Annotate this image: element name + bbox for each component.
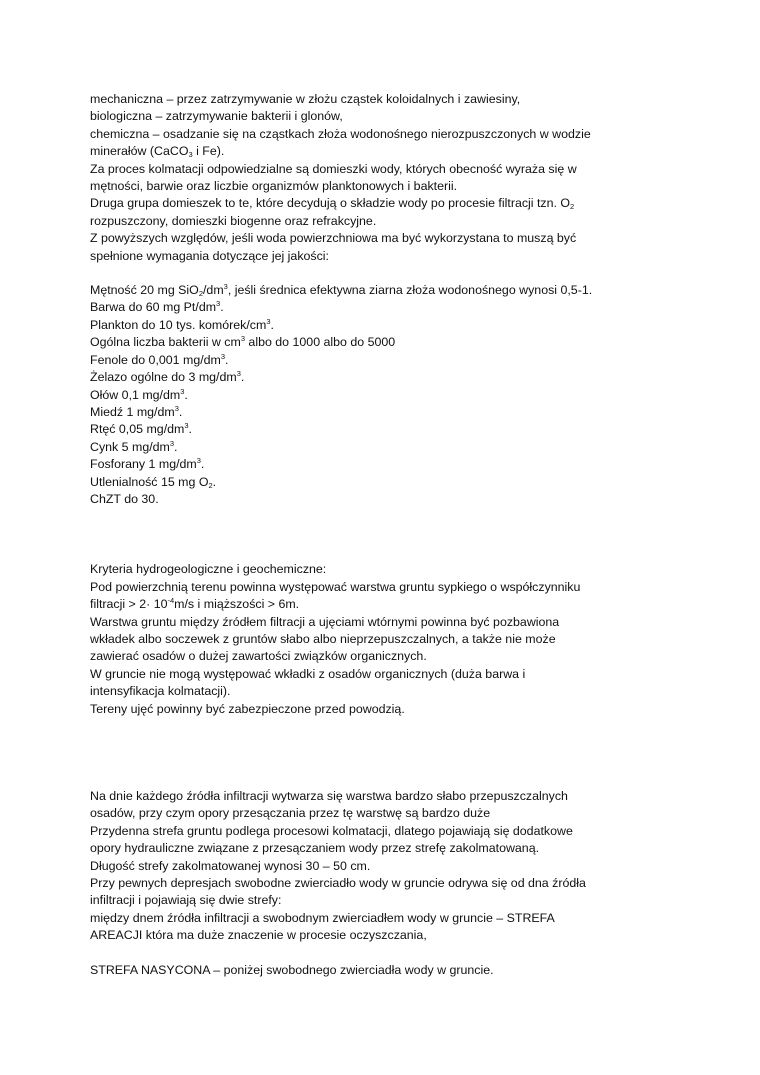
superscript: -4 — [167, 596, 175, 606]
text-line: intensyfikacja kolmatacji). — [90, 684, 231, 699]
text-line: Z powyższych względów, jeśli woda powierzchniowa ma być wykorzystana to muszą być — [90, 231, 577, 246]
subscript: 2 — [198, 289, 203, 299]
text-line — [90, 195, 690, 212]
superscript: 3 — [180, 386, 185, 396]
text-line: między dnem źródła infiltracji a swobodnym zwierciadłem wody w gruncie – STREFA — [90, 910, 555, 925]
text-fragment: Rtęć 0,05 mg/dm — [90, 422, 185, 437]
section-heading: Kryteria hydrogeologiczne i geochemiczne: — [90, 562, 327, 577]
superscript: 3 — [236, 369, 241, 379]
superscript: 3 — [174, 403, 179, 413]
text-line: AREACJI która ma duże znaczenie w procesie oczyszczania, — [90, 928, 427, 943]
requirement-oxidability — [90, 474, 690, 491]
text-fragment: . — [212, 474, 217, 489]
requirement-phenols — [90, 352, 690, 369]
text-fragment: . — [225, 352, 229, 367]
subscript: 2 — [208, 480, 213, 490]
requirement-zinc — [90, 439, 690, 456]
requirement-plankton — [90, 317, 690, 334]
text-line: Na dnie każdego źródła infiltracji wytwarza się warstwa bardzo słabo przepuszczalnych — [90, 789, 568, 803]
requirement-cod: ChZT do 30. — [90, 491, 159, 506]
text-fragment: . — [220, 300, 224, 315]
text-fragment: . — [200, 457, 205, 472]
superscript: 3 — [184, 421, 189, 431]
requirement-color — [90, 299, 690, 316]
text-line: Tereny ujęć powinny być zabezpieczone przed powodzią. — [90, 701, 405, 716]
text-line: zawierać osadów o dużej zawartości związków organicznych. — [90, 649, 427, 664]
requirement-phosphates — [90, 456, 690, 473]
text-fragment: Mętność 20 mg SiO — [90, 283, 199, 298]
text-fragment: minerałów (CaCO — [90, 144, 189, 159]
superscript: 3 — [266, 316, 271, 326]
requirement-bacteria — [90, 334, 690, 351]
requirement-lead — [90, 387, 690, 404]
text-fragment: Miedź 1 mg/dm — [90, 404, 175, 419]
text-fragment: Fosforany 1 mg/dm — [90, 457, 197, 472]
superscript: 3 — [196, 456, 201, 466]
text-fragment: , jeśli średnica efektywna ziarna złoża wodonośnego wynosi 0,5-1. — [227, 283, 593, 298]
text-fragment: . — [178, 404, 183, 419]
text-line: opory hydrauliczne związane z przesączaniem wody przez strefę zakolmatowaną. — [90, 841, 540, 856]
text-fragment: Cynk 5 mg/dm — [90, 439, 170, 454]
text-line: osadów, przy czym opory przesączania przez tę warstwę są bardzo duże — [90, 806, 491, 821]
text-line — [90, 143, 690, 160]
text-line: mętności, barwie oraz liczbie organizmów planktonowych i bakterii. — [90, 179, 458, 194]
text-fragment: m/s i miąższości > 6m. — [174, 597, 300, 612]
text-fragment: Ogólna liczba bakterii w cm — [90, 335, 241, 350]
text-line: spełnione wymagania dotyczące jej jakości: — [90, 248, 329, 263]
superscript: 3 — [223, 282, 228, 292]
text-fragment: Barwa do 60 mg Pt/dm — [90, 300, 217, 315]
text-line: Pod powierzchnią terenu powinna występować warstwa gruntu sypkiego o współczynniku — [90, 579, 581, 594]
spacer — [90, 508, 690, 561]
superscript: 3 — [220, 351, 226, 361]
text-fragment: albo do 1000 albo do 5000 — [244, 335, 396, 350]
text-fragment: Żelazo ogólne do 3 mg/dm — [90, 370, 237, 385]
text-line: biologiczna – zatrzymywanie bakterii i glonów, — [90, 109, 343, 124]
text-line: infiltracji i pojawiają się dwie strefy: — [90, 893, 282, 908]
text-line: W gruncie nie mogą występować wkładki z osadów organicznych (duża barwa i — [90, 666, 526, 681]
spacer — [90, 945, 690, 962]
text-line: STREFA NASYCONA – poniżej swobodnego zwierciadła wody w gruncie. — [90, 962, 494, 977]
requirement-copper — [90, 404, 690, 421]
text-line: mechaniczna – przez zatrzymywanie w złożu cząstek koloidalnych i zawiesiny, — [90, 92, 521, 106]
text-line: rozpuszczony, domieszki biogenne oraz refrakcyjne. — [90, 213, 377, 228]
text-fragment: /dm — [202, 283, 224, 298]
text-fragment: Druga grupa domieszek to te, które decydują o składzie wody po procesie filtracji tzn. O — [90, 196, 571, 211]
text-line — [90, 596, 690, 613]
requirement-mercury — [90, 421, 690, 438]
text-fragment: . — [270, 317, 274, 332]
text-line: Przydenna strefa gruntu podlega procesowi kolmatacji, dlatego pojawiają się dodatkowe — [90, 823, 573, 838]
text-line: Za proces kolmatacji odpowiedzialne są domieszki wody, których obecność wyraża się w — [90, 161, 577, 176]
text-fragment: . — [240, 370, 245, 385]
document-page — [90, 91, 690, 979]
text-fragment: i Fe). — [192, 144, 225, 159]
text-fragment: Fenole do 0,001 mg/dm — [90, 352, 221, 367]
text-fragment: Plankton do 10 tys. komórek/cm — [90, 317, 267, 332]
text-line: Warstwa gruntu między źródłem filtracji a ujęciami wtórnymi powinna być pozbawiona — [90, 614, 560, 629]
superscript: 3 — [169, 438, 175, 448]
spacer — [90, 718, 690, 788]
text-line: Długość strefy zakolmatowanej wynosi 30 – 50 cm. — [90, 858, 371, 873]
requirement-turbidity — [90, 282, 690, 299]
requirement-iron — [90, 369, 690, 386]
superscript: 3 — [216, 299, 221, 309]
text-fragment: Ołów 0,1 mg/dm — [90, 387, 181, 402]
text-line: chemiczna – osadzanie się na cząstkach złoża wodonośnego nierozpuszczonych w wodzie — [90, 126, 591, 141]
text-fragment: . — [188, 422, 192, 437]
text-fragment: . — [184, 387, 188, 402]
text-fragment: . — [174, 439, 178, 454]
spacer — [90, 265, 690, 282]
text-fragment: filtracji > 2· 10 — [90, 597, 168, 612]
subscript: 3 — [188, 150, 193, 160]
superscript: 3 — [240, 334, 245, 344]
text-line: wkładek albo soczewek z gruntów słabo albo nieprzepuszczalnych, a także nie może — [90, 631, 556, 646]
subscript: 2 — [570, 202, 575, 212]
text-fragment: Utlenialność 15 mg O — [90, 474, 209, 489]
text-line: Przy pewnych depresjach swobodne zwierciadło wody w gruncie odrywa się od dna źródła — [90, 876, 586, 891]
